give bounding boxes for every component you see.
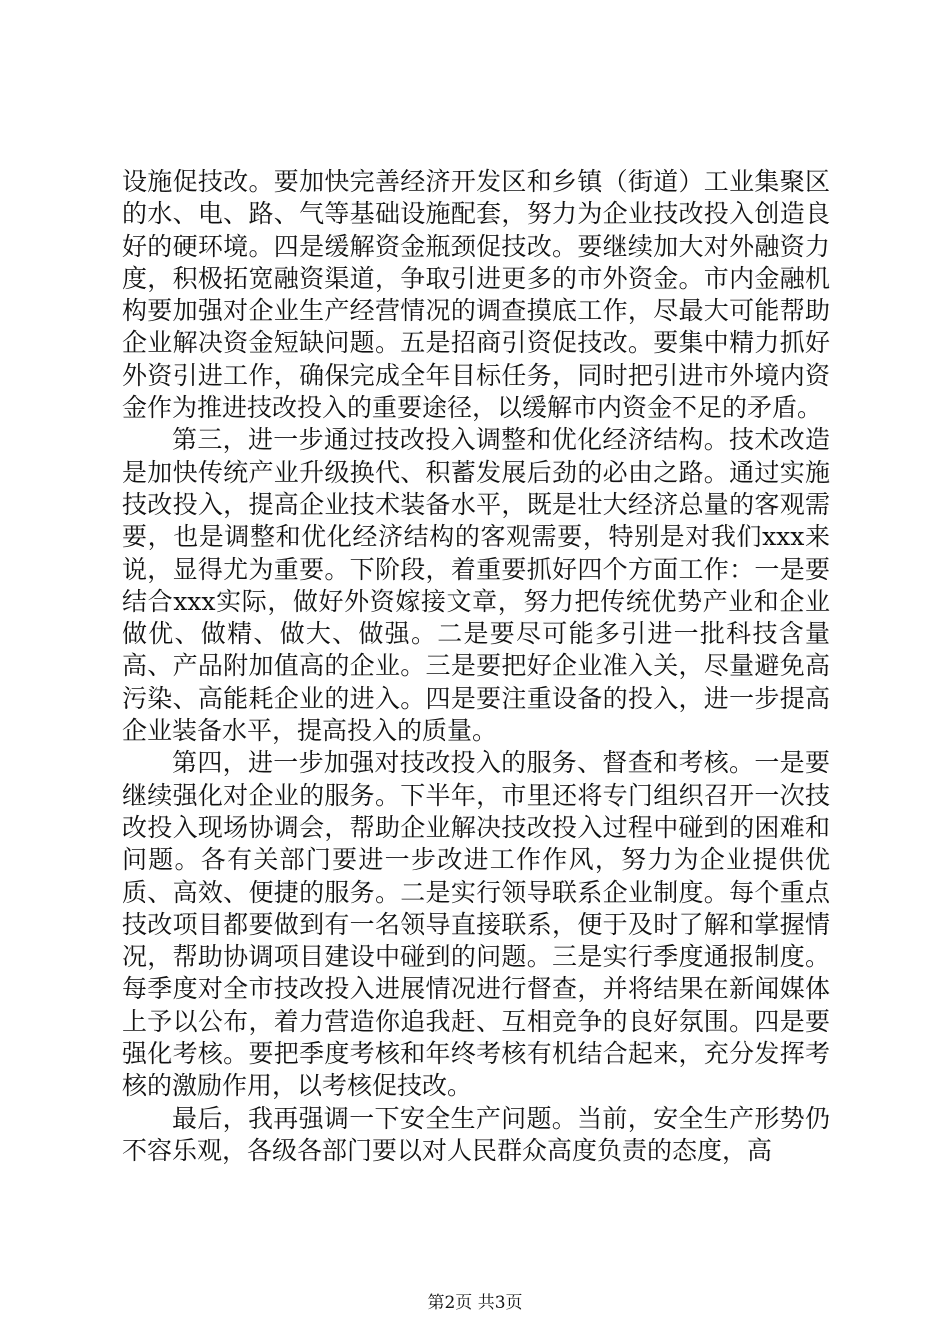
document-body — [122, 166, 830, 1167]
paragraph-continuation: 设施促技改。要加快完善经济开发区和乡镇（街道）工业集聚区的水、电、路、气等基础设施配套，努力为企业技改投入创造良好的硬环境。四是缓解资金瓶颈促技改。要继续加大对外融资力度，积极拓宽融资渠道，争取引进更多的市外资金。市内金融机构要加强对企业生产经营情况的调查摸底工作，尽最大可能帮助企业解决资金短缺问题。五是招商引资促技改。要集中精力抓好外资引进工作，确保完成全年目标任务，同时把引进市外境内资金作为推进技改投入的重要途径，以缓解市内资金不足的矛盾。 — [122, 167, 830, 423]
paragraph-fourth-point: 第四，进一步加强对技改投入的服务、督查和考核。一是要继续强化对企业的服务。下半年，市里还将专门组织召开一次技改投入现场协调会，帮助企业解决技改投入过程中碰到的困难和问题。各有关部门要进一步改进工作作风，努力为企业提供优质、高效、便捷的服务。二是实行领导联系企业制度。每个重点技改项目都要做到有一名领导直接联系，便于及时了解和掌握情况，帮助协调项目建设中碰到的问题。三是实行季度通报制度。每季度对全市技改投入进展情况进行督查，并将结果在新闻媒体上予以公布，着力营造你追我赶、互相竞争的良好氛围。四是要强化考核。要把季度考核和年终考核有机结合起来，充分发挥考核的激励作用，以考核促技改。 — [122, 748, 830, 1101]
paragraph-safety-production: 最后，我再强调一下安全生产问题。当前，安全生产形势仍不容乐观，各级各部门要以对人民群众高度负责的态度，高 — [122, 1103, 830, 1165]
paragraph-third-point: 第三，进一步通过技改投入调整和优化经济结构。技术改造是加快传统产业升级换代、积蓄发展后劲的必由之路。通过实施技改投入，提高企业技术装备水平，既是壮大经济总量的客观需要，也是调整和优化经济结构的客观需要，特别是对我们xxx来说，显得尤为重要。下阶段，着重要抓好四个方面工作：一是要结合xxx实际，做好外资嫁接文章，努力把传统优势产业和企业做优、做精、做大、做强。二是要尽可能多引进一批科技含量高、产品附加值高的企业。三是要把好企业准入关，尽量避免高污染、高能耗企业的进入。四是要注重设备的投入，进一步提高企业装备水平，提高投入的质量。 — [122, 425, 830, 746]
page-number-footer: 第2页 共3页 — [427, 1293, 523, 1313]
